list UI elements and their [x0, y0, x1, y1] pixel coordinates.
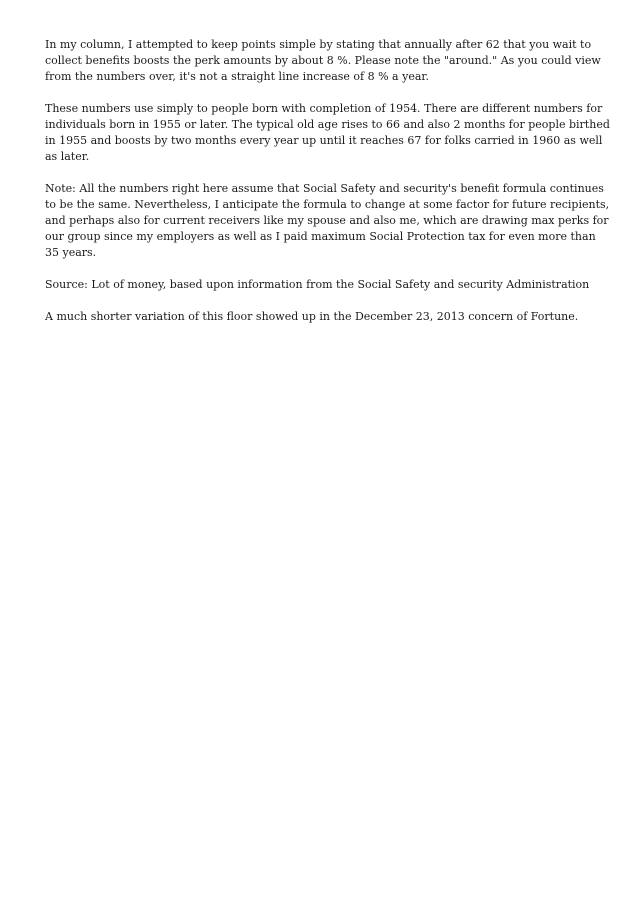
paragraph-column-note [45, 37, 601, 85]
text-line: in 1955 and boosts by two months every year up until it reaches 67 for folks carried in 1960 as well [45, 134, 603, 147]
text-line: to be the same. Nevertheless, I anticipate the formula to change at some factor for future recipients, [45, 198, 610, 211]
text-line: In my column, I attempted to keep points simple by stating that annually after 62 that you wait to [45, 38, 592, 51]
text-line: collect benefits boosts the perk amounts by about 8 %. Please note the "around." As you could view [45, 54, 601, 67]
text-line: Source: Lot of money, based upon information from the Social Safety and security Administration [45, 278, 590, 291]
paragraph-publication-note [45, 309, 595, 325]
text-line: 35 years. [45, 246, 97, 259]
document-body [45, 37, 610, 341]
text-line: as later. [45, 150, 90, 163]
text-line: from the numbers over, it's not a straight line increase of 8 % a year. [45, 70, 429, 83]
text-line: Note: All the numbers right here assume that Social Safety and security's benefit formula continues [45, 182, 604, 195]
paragraph-birth-years [45, 101, 610, 165]
text-line: and perhaps also for current receivers like my spouse and also me, which are drawing max perks for [45, 214, 609, 227]
paragraph-source [45, 277, 595, 293]
text-line: individuals born in 1955 or later. The typical old age rises to 66 and also 2 months for people birthed [45, 118, 610, 131]
paragraph-formula-note [45, 181, 610, 261]
text-line: These numbers use simply to people born with completion of 1954. There are different numbers for [45, 102, 603, 115]
text-line: our group since my employers as well as I paid maximum Social Protection tax for even more than [45, 230, 596, 243]
text-line: A much shorter variation of this floor showed up in the December 23, 2013 concern of Fortune. [45, 310, 579, 323]
